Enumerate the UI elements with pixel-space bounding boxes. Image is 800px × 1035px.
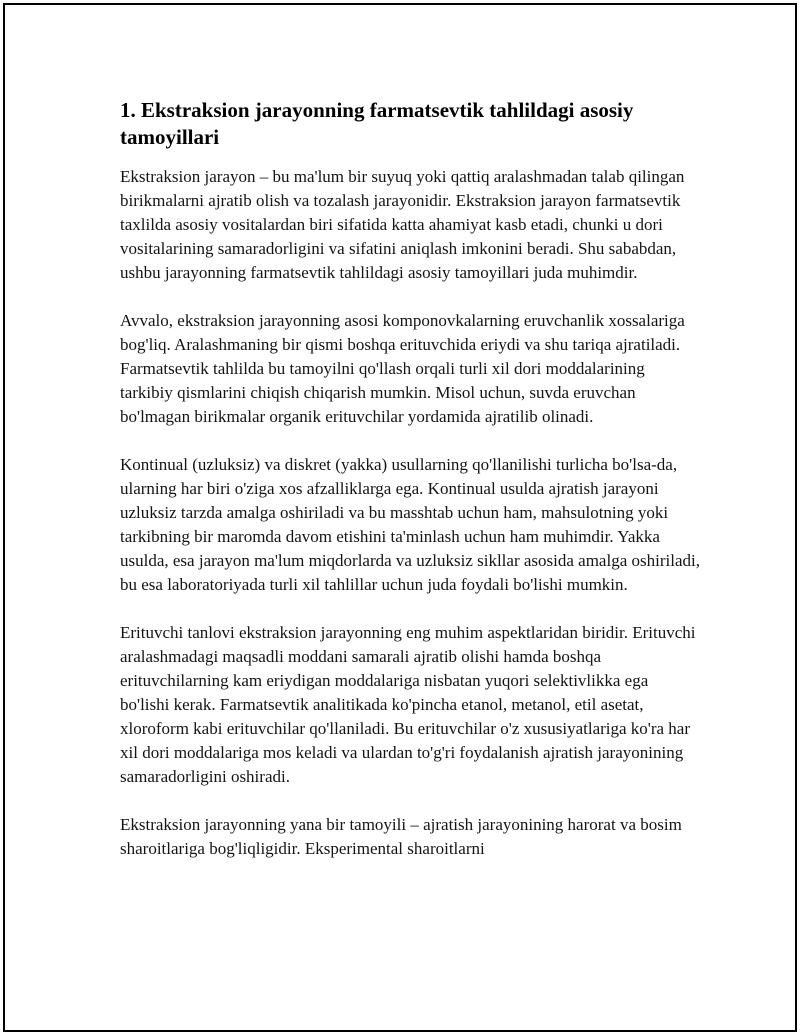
section-heading: 1. Ekstraksion jarayonning farmatsevtik tahlildagi asosiy tamoyillari	[120, 98, 634, 149]
paragraph-2: Avvalo, ekstraksion jarayonning asosi komponovkalarning eruvchanlik xossalariga bog'liq. Aralashmaning bir qismi boshqa erituvchida eriydi va shu tariqa ajratiladi. Farmatsevtik tahlilda bu tamoyilni qo'llash orqali turli xil dori moddalarining tarkibiy qismlarini chiqish chiqarish mumkin. Misol uchun, suvda eruvchan bo'lmagan birikmalar organik erituvchilar yordamida ajratilib olinadi.	[120, 311, 685, 426]
paragraph-4: Erituvchi tanlovi ekstraksion jarayonning eng muhim aspektlaridan biridir. Erituvchi aralashmadagi maqsadli moddani samarali ajratib olishi hamda boshqa erituvchilarning kam eriydigan moddalariga nisbatan yuqori selektivlikka ega bo'lishi kerak. Farmatsevtik analitikada ko'pincha etanol, metanol, etil asetat, xloroform kabi erituvchilar qo'llaniladi. Bu erituvchilar o'z xususiyatlariga ko'ra har xil dori moddalariga mos keladi va ulardan to'g'ri foydalanish ajratish jarayonining samaradorligini oshiradi.	[120, 623, 696, 786]
page-frame	[3, 3, 797, 1032]
paragraph-3: Kontinual (uzluksiz) va diskret (yakka) usullarning qo'llanilishi turlicha bo'lsa-da, ularning har biri o'ziga xos afzalliklarga ega. Kontinual usulda ajratish jarayoni uzluksiz tarzda amalga oshiriladi va bu masshtab uchun ham, mahsulotning yoki tarkibning bir maromda davom etishini ta'minlash uchun ham muhimdir. Yakka usulda, esa jarayon ma'lum miqdorlarda va uzluksiz sikllar asosida amalga oshiriladi, bu esa laboratoriyada turli xil tahlillar uchun juda foydali bo'lishi mumkin.	[120, 455, 700, 594]
paragraph-1: Ekstraksion jarayon – bu ma'lum bir suyuq yoki qattiq aralashmadan talab qilingan birikmalarni ajratib olish va tozalash jarayonidir. Ekstraksion jarayon farmatsevtik taxlilda asosiy vositalardan biri sifatida katta ahamiyat kasb etadi, chunki u dori vositalarining samaradorligini va sifatini aniqlash imkonini beradi. Shu sababdan, ushbu jarayonning farmatsevtik tahlildagi asosiy tamoyillari juda muhimdir.	[120, 167, 685, 282]
paragraph-5: Ekstraksion jarayonning yana bir tamoyili – ajratish jarayonining harorat va bosim sharoitlariga bog'liqligidir. Eksperimental sharoitlarni	[120, 815, 682, 858]
document-body	[120, 97, 700, 885]
